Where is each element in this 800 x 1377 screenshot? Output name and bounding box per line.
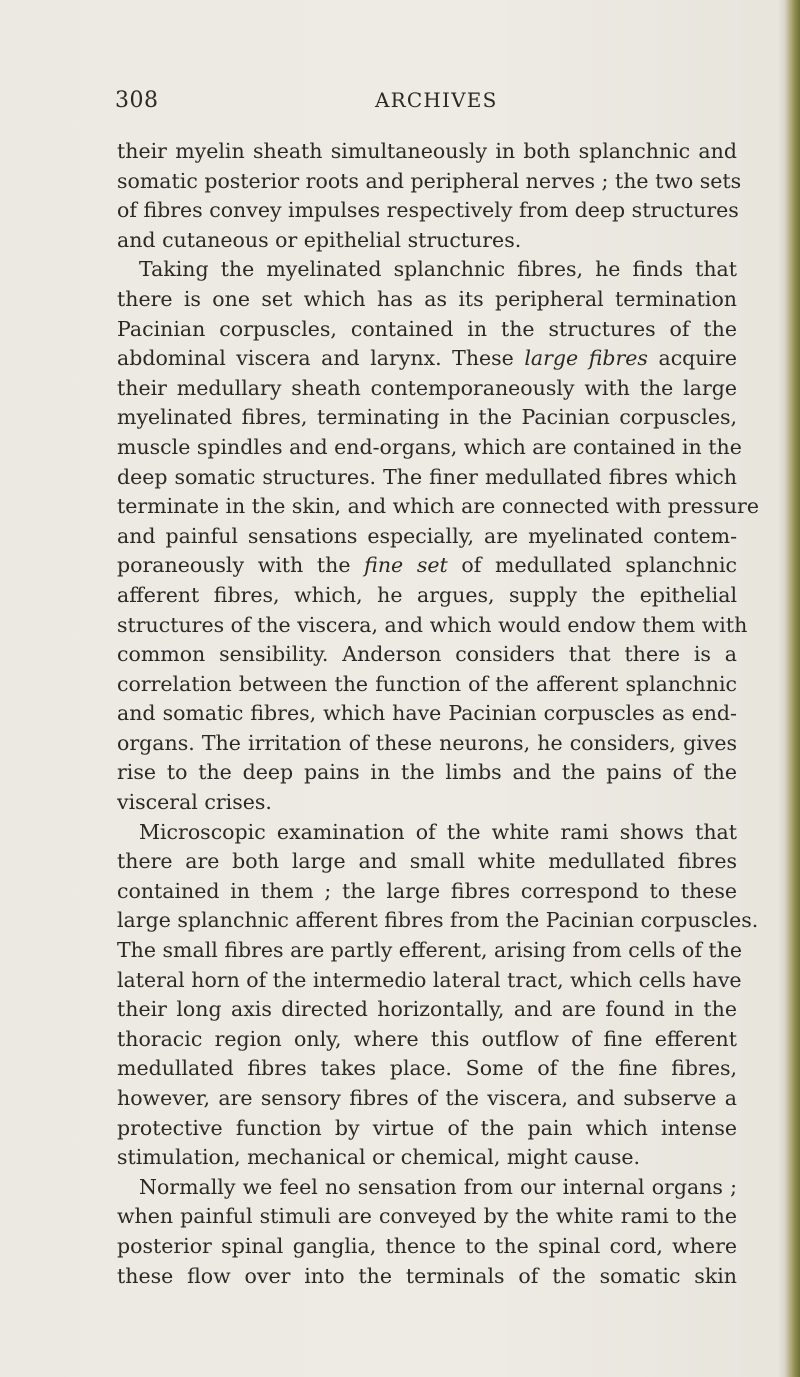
text-line: myelinated fibres, terminating in the Pacinian corpuscles, (117, 405, 737, 430)
text-line: their long axis directed horizontally, and are found in the (117, 997, 737, 1022)
text-line: their medullary sheath contemporaneously with the large (117, 375, 737, 400)
text-line: common sensibility. Anderson considers that there is a (117, 642, 737, 667)
text-line: their myelin sheath simultaneously in both splanchnic and (117, 139, 737, 163)
text-line: muscle spindles and end-organs, which are contained in the (117, 434, 742, 459)
text-line: lateral horn of the intermedio lateral tract, which cells have (117, 967, 742, 992)
text-line: terminate in the skin, and which are connected with pressure (117, 494, 759, 519)
emphasis-text: large fibres (524, 346, 648, 371)
body-text (117, 137, 759, 1291)
text-line: however, are sensory fibres of the viscera, and subserve a (117, 1086, 737, 1110)
text-line: there is one set which has as its peripheral termination (117, 286, 737, 311)
text-line: stimulation, mechanical or chemical, might cause. (117, 1145, 641, 1170)
text-line: medullated fibres takes place. Some of the fine fibres, (117, 1056, 737, 1081)
text-line: Taking the myelinated splanchnic fibres, he finds that (139, 257, 737, 282)
text-line: structures of the viscera, and which would endow them with (117, 612, 748, 637)
running-head: ARCHIVES (375, 88, 498, 112)
page-number: 308 (115, 88, 159, 113)
page-header (115, 88, 735, 120)
text-line: contained in them ; the large fibres correspond to these (117, 878, 737, 903)
text-line: and somatic fibres, which have Pacinian corpuscles as end- (117, 701, 737, 726)
text-line: The small fibres are partly efferent, arising from cells of the (117, 938, 742, 963)
text-line: protective function by virtue of the pain which intense (117, 1115, 737, 1140)
text-line: posterior spinal ganglia, thence to the spinal cord, where (117, 1233, 737, 1258)
text-line: and painful sensations especially, are myelinated contem- (117, 523, 737, 548)
text-line: large splanchnic afferent fibres from the Pacinian corpuscles. (117, 908, 759, 933)
text-line: there are both large and small white medullated fibres (117, 849, 737, 874)
page-edge (778, 0, 800, 1377)
text-line: correlation between the function of the afferent splanchnic (117, 671, 737, 696)
text-line: of fibres convey impulses respectively from deep structures (117, 198, 739, 223)
text-line: Normally we feel no sensation from our internal organs ; (139, 1174, 737, 1199)
text-line: visceral crises. (117, 790, 272, 815)
text-line: poraneously with the fine set of medullated splanchnic (117, 553, 737, 578)
text-line: afferent fibres, which, he argues, supply the epithelial (117, 582, 737, 607)
text-line: Microscopic examination of the white rami shows that (139, 819, 737, 844)
emphasis-text: fine set (364, 553, 448, 578)
text-line: abdominal viscera and larynx. These large fibres acquire (117, 346, 737, 371)
text-line: rise to the deep pains in the limbs and the pains of the (117, 760, 737, 785)
text-line: somatic posterior roots and peripheral nerves ; the two sets (117, 168, 742, 193)
text-line: deep somatic structures. The finer medullated fibres which (117, 464, 737, 489)
text-line: thoracic region only, where this outflow of fine efferent (117, 1026, 737, 1051)
text-line: these flow over into the terminals of the somatic skin (117, 1263, 737, 1288)
text-line: and cutaneous or epithelial structures. (117, 227, 522, 252)
text-line: when painful stimuli are conveyed by the white rami to the (117, 1204, 737, 1229)
text-line: organs. The irritation of these neurons, he considers, gives (117, 730, 737, 755)
text-line: Pacinian corpuscles, contained in the structures of the (117, 316, 737, 341)
